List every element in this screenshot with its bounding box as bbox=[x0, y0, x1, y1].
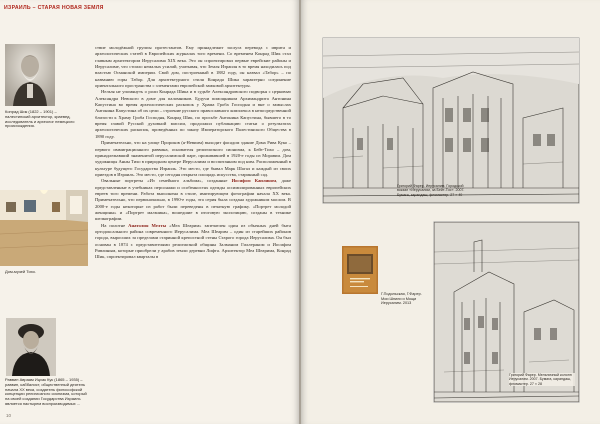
left-page bbox=[0, 0, 299, 424]
caption-museum: Дом-музей Тихо. bbox=[5, 269, 37, 274]
page-number: 10 bbox=[6, 413, 12, 418]
paragraph-text: , даже представленные в учебниках персонажи и особенностях одежды ассимилированных европейских евреев того времени. Работа выполнена в стиле, имитирующем фотографии начала XX века. Примечательно, что первоначально, в 1990-е годы, эта серия была создана художником маслом. В 2000-е годы некоторые из работ были переведены в печатную графику. «Портрет молодой женщины» и «Портрет мальчика», вошедшие в итоговую экспозицию, созданы в технике шелкографии. bbox=[95, 178, 291, 222]
paragraph-text: Овальные портреты «Из семейного альбома», созданные bbox=[101, 178, 232, 184]
schick-portrait bbox=[5, 44, 55, 106]
caption-book: Г.Подольская, Г.Фарер. Мои Шпили и Мощи Иерусалим. 2013 bbox=[381, 292, 422, 306]
paragraph bbox=[95, 223, 291, 261]
caption-schick: Конрад Шик (1822 – 1901) – палестинский архитектор, краевед, исследователь и археолог немецкого происхождения. bbox=[5, 109, 75, 129]
caption-drawing-station: Григорий Фарер. Иерусалим. Городской вокзал «Иерусалим, за Бейт-Тос». 2007. Бумага, карандаш, фломастер. 27 × 40 bbox=[397, 184, 465, 197]
paragraph: Примечательно, что на улице Пророков (я-Невиим) выходит фасадом здание Дома Рива Куко – первого иммиграционного раввина, основателя религиозного сионизма, к Бейт-Тихо – дом, принадлежавший знаменитой иерусалимской паре, проживавшей в 1920-е годы из Моравии. Дом художницы Анны Тихо в природном центре Иерусалима и воспитанном под ним. Расположенный в культуре будущего Государства Израиль. Это место, где бывал Марк Шагал и каждый из своих приездов в Израиль. Это место, где сегодня открыта площадь искусства, старинный сад. bbox=[95, 140, 291, 177]
caption-drawing-mill: Григорий Фарер. Мельничный колонн Иерусалим. 2007. Бумага, карандаш, фломастер. 27 × 28 bbox=[509, 373, 575, 386]
kook-portrait bbox=[6, 318, 56, 376]
paragraph: ствие молодёжной группы протестантов. Ему принадлежит заслуга перевода с иврита и археологических статей в Европейских журналах того времени. Со временем Конрад Шик стал главным архитектором Иерусалима XIX века. Это он спроектировал первые еврейские районы и Иерусалиме, что стоило немалых усилий, учитывая, что Земля Израиля в то время находилась под властью Османской империи. Свой дом, построенный в 1882 году, он назвал «Табор» – по названию горы Табор. Для архитектурного стиля Конрада Шика характерно соединение ориентального пространства с элементами европейской замковой архитектуры. bbox=[95, 45, 291, 89]
article-body bbox=[95, 45, 291, 261]
artist-name: Анатолия Мелты bbox=[128, 222, 167, 228]
paragraph bbox=[95, 178, 291, 222]
museum-interior-photo bbox=[0, 190, 88, 266]
book-cover bbox=[342, 246, 378, 294]
paragraph: Нельзя не упомянуть о роли Конрада Шика и в судьбе Александровского подворья с церковью Александра Невского в доме для паломников. Будучи помощником Архимандрита Антонина Капустина во время археологических раскопок у Храма Гроба Господня и вне о замыслах Антонина Капустина об их цели – строение русского православного комплекса в непосредственной близости к Храму Гроба Господня, Конрад Шик, по просьбе Антонина Капустина, бывшего в то время главой Русской духовной миссии, продолжил публикацию статьи о результатах археологических раскопок, проведённых по заказу Императорского Палестинского Общества в 1890 году. bbox=[95, 89, 291, 139]
running-head: ИЗРАИЛЬ – СТАРАЯ НОВАЯ ЗЕМЛЯ bbox=[4, 5, 104, 11]
paragraph-text: «Меа Шеарим» запечатлен один из обычных дней быта ортодоксального района современного Иерусалима. Меа Шеарим – один из старейших районов города, выросших за пределами старинной крепостной стены Старого города Иерусалима. Он был основан в 1874 г. представителями религиозной общины Залманом Гиллераном и Иосифом Ривлиным, которые приобрели у арабов земли деревни Лифта. Архитектор Меа Шеарима, Конрад Шик, спроектировал кварталы в bbox=[95, 222, 292, 260]
caption-kook: Раввин Авраам Ицхак Кук (1865 – 1935) – раввин, каббалист, общественный деятель начала XX века, создатель философской концепции религиозного сионизма, который на своей создании Государства Израиль является пастырем воспроизводимых ... bbox=[5, 377, 87, 406]
drawing-station bbox=[323, 38, 579, 203]
artist-name: Иосифом Каплином bbox=[231, 178, 277, 184]
paragraph-text: На полотне bbox=[101, 222, 129, 228]
right-page bbox=[301, 0, 600, 424]
